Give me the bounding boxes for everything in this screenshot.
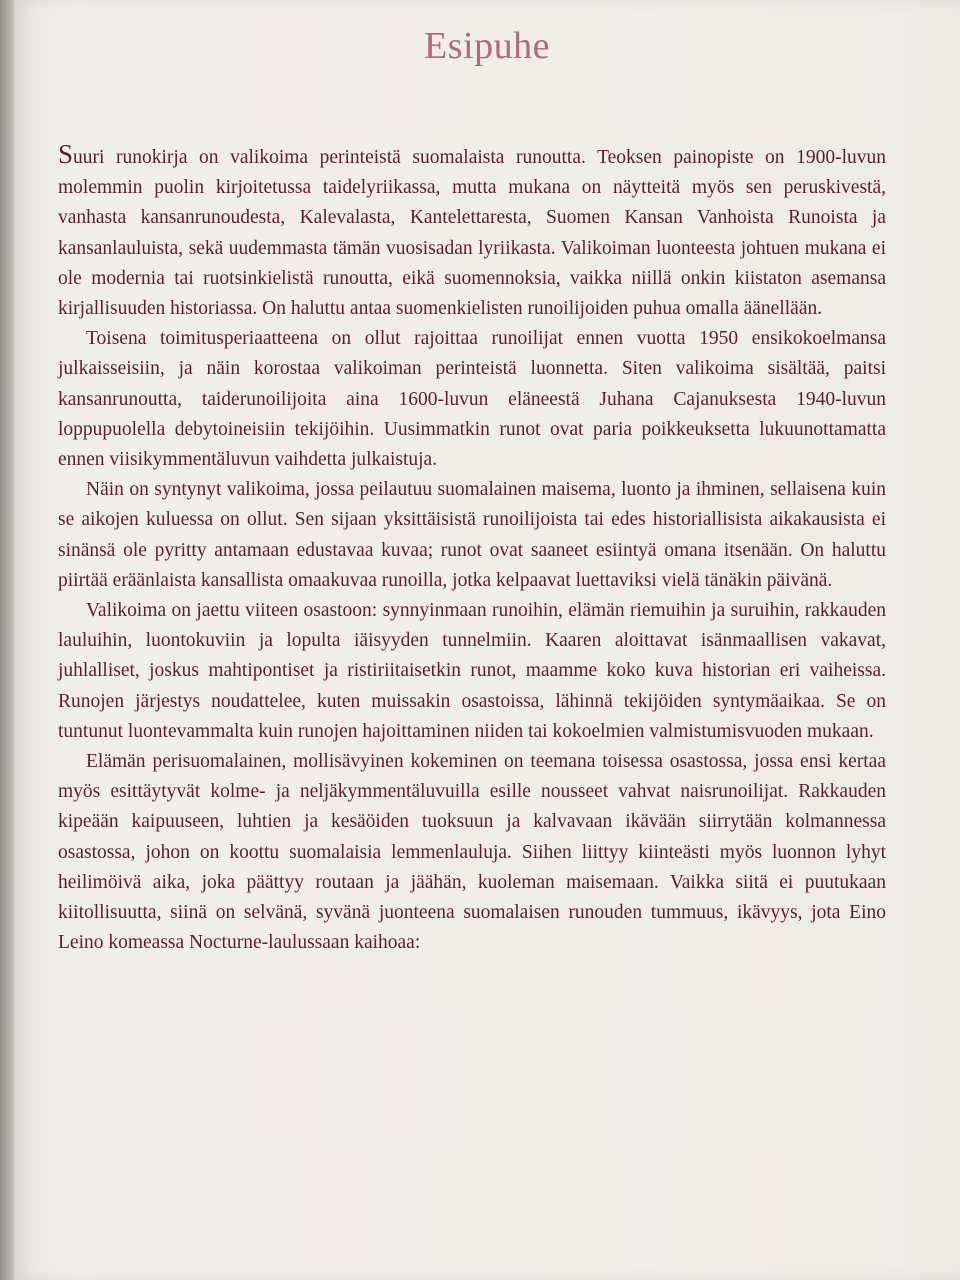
paragraph-5: Elämän perisuomalainen, mollisävyinen kokeminen on teemana toisessa osastossa, jossa ensi kertaa myös esittäytyvät kolme- ja neljäkymmentäluvuilla esille nousseet vahvat naisrunoilijat. Rakkauden kipeään kaipuuseen, luhtien ja kesäöiden tuoksuun ja kalvavaan ikävään siirrytään kolmannessa osastossa, johon on koottu suomalaisia lemmenlauluja. Siihen liittyy kiinteästi myös luonnon lyhyt heilimöivä aika, joka päättyy routaan ja jäähän, kuoleman maisemaan. Vaikka siitä ei puutukaan kiitollisuutta, siinä on selvänä, syvänä juonteena suomalaisen runouden tummuus, ikävyys, jota Eino Leino komeassa Nocturne-laulussaan kaihoaa: xyxy=(58,751,886,954)
preface-body xyxy=(58,139,886,958)
initial-letter: S xyxy=(58,139,74,169)
book-spine-shadow xyxy=(0,0,14,1280)
paragraph-1-text: uuri runokirja on valikoima perinteistä suomalaista runoutta. Teoksen painopiste on 1900-luvun molemmin puolin kirjoitetussa taidelyriikassa, mutta mukana on näytteitä myös sen peruskivestä, vanhasta kansanrunoudesta, Kalevalasta, Kantelettaresta, Suomen Kansan Vanhoista Runoista ja kansanlauluista, sekä uudemmasta tämän vuosisadan lyriikasta. Valikoiman luonteesta johtuen mukana ei ole modernia tai ruotsinkielistä runoutta, eikä suomennoksia, vaikka niillä onkin kiistaton asemansa kirjallisuuden historiassa. On haluttu antaa suomenkielisten runoilijoiden puhua omalla äänellään. xyxy=(58,147,886,320)
paragraph-4: Valikoima on jaettu viiteen osastoon: synnyinmaan runoihin, elämän riemuihin ja suruihin, rakkauden lauluihin, luontokuviin ja lopulta iäisyyden tunnelmiin. Kaaren aloittavat isänmaallisen vakavat, juhlalliset, joskus mahtipontiset ja ristiriitaisetkin runot, maamme koko kuva historian eri vaiheissa. Runojen järjestys noudattelee, kuten muissakin osastoissa, lähinnä tekijöiden syntymäaikaa. Se on tuntunut luontevammalta kuin runojen hajoittaminen niiden tai kokoelmien valmistumisvuoden mukaan. xyxy=(58,600,886,742)
book-page xyxy=(14,0,960,1280)
paragraph-2: Toisena toimitusperiaatteena on ollut rajoittaa runoilijat ennen vuotta 1950 ensikokoelmansa julkaisseisiin, ja näin korostaa valikoiman perinteistä luonnetta. Siten valikoima sisältää, paitsi kansanrunoutta, taiderunoilijoita aina 1600-luvun eläneestä Juhana Cajanuksesta 1940-luvun loppupuolella debytoineisiin tekijöihin. Uusimmatkin runot ovat paria poikkeuksetta lukuunottamatta ennen viisikymmentäluvun vaihdetta julkaistuja. xyxy=(58,328,886,471)
paragraph-1 xyxy=(58,139,886,324)
page-title: Esipuhe xyxy=(424,25,550,67)
paragraph-3: Näin on syntynyt valikoima, jossa peilautuu suomalainen maisema, luonto ja ihminen, sellaisena kuin se aikojen kuluessa on ollut. Sen sijaan yksittäisistä runoilijoista tai edes historiallisista aikakausista ei sinänsä ole pyritty antamaan edustavaa kuvaa; runot ovat saaneet esiintyä omana itsenään. On haluttu piirtää eräänlaista kansallista omaakuvaa runoilla, jotka kelpaavat luettaviksi vielä tänäkin päivänä. xyxy=(58,479,886,591)
